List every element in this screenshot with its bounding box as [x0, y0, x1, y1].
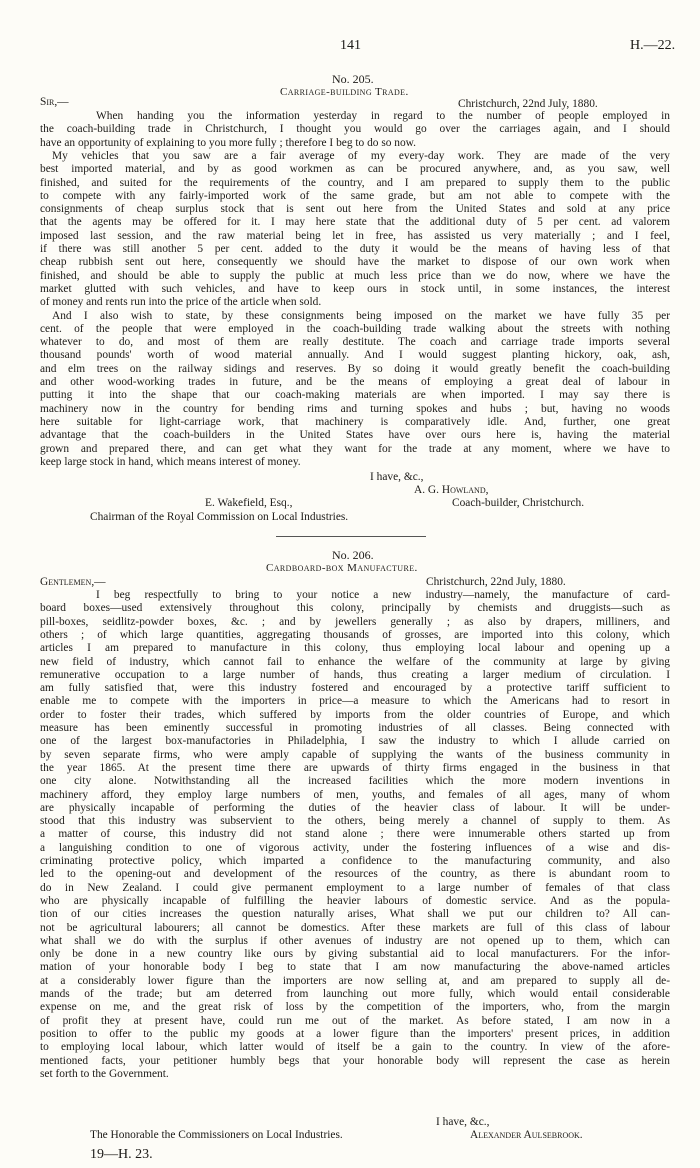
text-line: mands of the trade; but am deterred from launching out more fully, which would entail considerable [40, 988, 670, 1000]
text-line: stood that this industry was subservient to the others, being merely a channel of supply to them. As [40, 815, 670, 828]
letter-205-subject: Carriage-building Trade. [280, 86, 409, 98]
text-line: machinery now in the country for bending rims and turning spokes and hubs ; but, having no woods [40, 402, 670, 415]
text-line: of money and rents run into the price of the article when sold. [40, 296, 322, 309]
letter-205-number: No. 205. [332, 72, 374, 86]
text-line: do in New Zealand. I could give permanent employment to a large number of females of that class [40, 881, 670, 894]
text-line: a languishing condition to one of vigorous activity, under the fostering influences of a wise and dis- [40, 841, 670, 854]
text-line: to compete with any fairly-imported work of the same grade, but am not able to compete with the [40, 189, 670, 202]
text-line: set forth to the Government. [40, 1067, 169, 1080]
text-line: criminating protective policy, which imparted a confidence to the manufacturing community, and also [40, 855, 670, 867]
text-line: the coach-building trade in Christchurch, I thought you would go over the carriages again, and I should [40, 123, 670, 136]
page-number: 141 [340, 38, 361, 53]
text-line: machinery afford, they employ large numbers of men, youths, and females of all ages, many of whom [40, 788, 670, 801]
letter-206-salutation: Gentlemen,— [40, 576, 106, 588]
text-line: only be done in a new country like ours by giving substantial aid to local manufacturers. For the infor- [40, 948, 670, 961]
text-line: position to offer to the public my goods at a lower figure than the importers' present prices, in addition [40, 1027, 670, 1040]
letter-206-signer: Alexander Aulsebrook. [470, 1129, 583, 1141]
text-line: the year 1865. At the present time there are upwards of thirty firms engaged in the business in that [40, 761, 670, 774]
text-line: who are physically incapable of fulfilling the heavier labours of domestic service. And as the popula- [40, 894, 670, 907]
text-line: cent. of the people that were employed in the coach-building trade walking about the streets with nothing [40, 322, 670, 335]
text-line: And I also wish to state, by these consignments being imposed on the market we have fully 35 per [52, 309, 670, 322]
text-line: at a considerably lower figure than the importers are now selling at, and am prepared to supply all de- [40, 974, 670, 987]
letter-206-date: Christchurch, 22nd July, 1880. [426, 576, 566, 588]
text-line: others ; of which large quantities, aggregating thousands of grosses, are imported into this colony, which [40, 628, 670, 641]
text-line: and elm trees on the railway sidings and reserves. By so doing it would greatly benefit the coach-building [40, 362, 670, 375]
letter-205-date: Christchurch, 22nd July, 1880. [458, 98, 598, 110]
letter-205-signer-title: Coach-builder, Christchurch. [452, 497, 585, 509]
letter-205-addressee: E. Wakefield, Esq., [205, 497, 293, 509]
text-line: enable me to compete with the importers in price—a measure to which the Americans had to resort in [40, 695, 670, 708]
text-line: thousand pounds' worth of wood material annually. And I would suggest planting hickory, oak, ash, [40, 349, 670, 362]
text-line: that the agents may be offered for it. I may here state that the additional duty of 5 per cent. ad valorem [40, 216, 670, 229]
text-line: expense on me, and the great risk of loss by the competition of the importers, who, from the margin [40, 1001, 670, 1014]
text-line: market glutted with such vehicles, and have to keep ours in stock until, in some instances, the interest [40, 282, 670, 295]
text-line: measure has been eminently successful in promoting industries of all classes. Being connected with [40, 722, 670, 734]
letter-205-signer: A. G. Howland, [414, 484, 489, 496]
text-line: if there was still another 5 per cent. added to the duty it would be the means of having less of that [40, 243, 670, 255]
letter-205-closing: I have, &c., [370, 471, 424, 483]
text-line: pill-boxes, seidlitz-powder boxes, &c. ; and by jewellers generally ; as also by drapers, milliners, and [40, 615, 670, 628]
text-line: When handing you the information yesterday in regard to the number of people employed in [96, 110, 670, 122]
text-line: led to the opening-out and development of the resources of the country, as there is abundant room to [40, 868, 670, 881]
text-line: not be agricultural labourers; all cannot be domestics. After these markets are full of this class of labour [40, 921, 670, 934]
text-line: finished, and suited for the requirements of the country, and I am prepared to supply them to the public [40, 176, 670, 189]
text-line: new field of industry, which cannot fail to enhance the welfare of the community at large by giving [40, 655, 670, 668]
text-line: by seven separate firms, who were amply capable of supplying the wants of the business community in [40, 748, 670, 761]
text-line: mentioned facts, your petitioner humbly begs that your honorable body will represent the case as herein [40, 1054, 670, 1067]
text-line: grown and prepared there, and can get what they want for the trade at any moment, where we have to [40, 442, 670, 455]
text-line: what shall we do with the surplus if other avenues of industry are not opened up to them, which can [40, 934, 670, 947]
text-line: I beg respectfully to bring to your notice a new industry—namely, the manufacture of card- [96, 589, 670, 601]
text-line: remunerative occupation to a large number of hands, thus creating a larger medium of circulation. I [40, 668, 670, 681]
text-line: cheap rubbish sent out here, consequently we should have the market to dispose of our own work when [40, 256, 670, 269]
letter-206-subject: Cardboard-box Manufacture. [266, 562, 418, 574]
text-line: and other wood-working trades in future, and be the means of employing a great deal of labour in [40, 376, 670, 388]
text-line: finished, and should be able to supply the public at much less price than we do now, where we have the [40, 269, 670, 282]
text-line: imposed last session, and the raw material being let in free, has assisted us very materially ; and I feel, [40, 229, 670, 242]
text-line: of profit they at present have, could run me out of the market. As before stated, I am now in a [40, 1014, 670, 1027]
letter-205-salutation: Sir,— [40, 96, 69, 108]
letter-206-closing: I have, &c., [436, 1116, 490, 1128]
text-line: whatever to do, and most of them are really destitute. The coach and carriage trade imports several [40, 336, 670, 349]
text-line: putting it into the shape that our coach-making materials are when imported. I may say there is [40, 389, 670, 402]
text-line: to employing local labour, which latter would of itself be a gain to the country. In view of the afore- [40, 1041, 670, 1054]
text-line: have an opportunity of explaining to you more fully ; therefore I beg to do so now. [40, 136, 417, 149]
text-line: one of the largest box-manufactories in Philadelphia, I saw the industry to which I allude carried on [40, 735, 670, 748]
text-line: articles I am prepared to manufacture in this colony, thus employing local labour and opening up a [40, 642, 670, 655]
letter-205-addressee-title: Chairman of the Royal Commission on Local Industries. [90, 511, 349, 523]
text-line: My vehicles that you saw are a fair average of my every-day work. They are made of the very [52, 149, 670, 162]
text-line: are physically incapable of performing the duties of the heavier class of labour. It will be under- [40, 801, 670, 814]
letter-206-number: No. 206. [332, 548, 374, 562]
text-line: keep large stock in hand, which means interest of money. [40, 455, 301, 468]
text-line: mation of your honorable body I beg to state that I am now manufacturing the above-named articles [40, 961, 670, 974]
letter-206-addressee: The Honorable the Commissioners on Local Industries. [90, 1129, 343, 1141]
text-line: advantage that the coach-builders in the United States have over ours here is, having the material [40, 429, 670, 442]
series-number: H.—22. [630, 38, 676, 53]
text-line: order to foster their trades, which suffered by imports from the older countries of Europe, and which [40, 708, 670, 721]
text-line: board boxes—used extensively throughout this colony, principally by chemists and druggists—such as [40, 602, 670, 615]
text-line: here suitable for light-carriage work, that machinery is comparatively idle. And, further, one great [40, 415, 670, 428]
text-line: a matter of course, this industry did not stand alone ; there were innumerable others started up from [40, 828, 670, 841]
section-divider [276, 536, 426, 537]
text-line: consignments of cheap surplus stock that is sent out here from the United States and sold at any price [40, 203, 670, 216]
text-line: tion of our cities increases the question naturally arises, What shall we put our children to? All can- [40, 908, 670, 921]
signature-mark: 19—H. 23. [90, 1147, 153, 1162]
text-line: best imported material, and by as good workmen as can be procured anywhere, and, as you saw, well [40, 163, 670, 176]
text-line: am fully satisfied that, were this industry fostered and encouraged by a protective tariff sufficient to [40, 682, 670, 695]
text-line: one city alone. Notwithstanding all the increased facilities which the more modern inventions in [40, 775, 670, 788]
